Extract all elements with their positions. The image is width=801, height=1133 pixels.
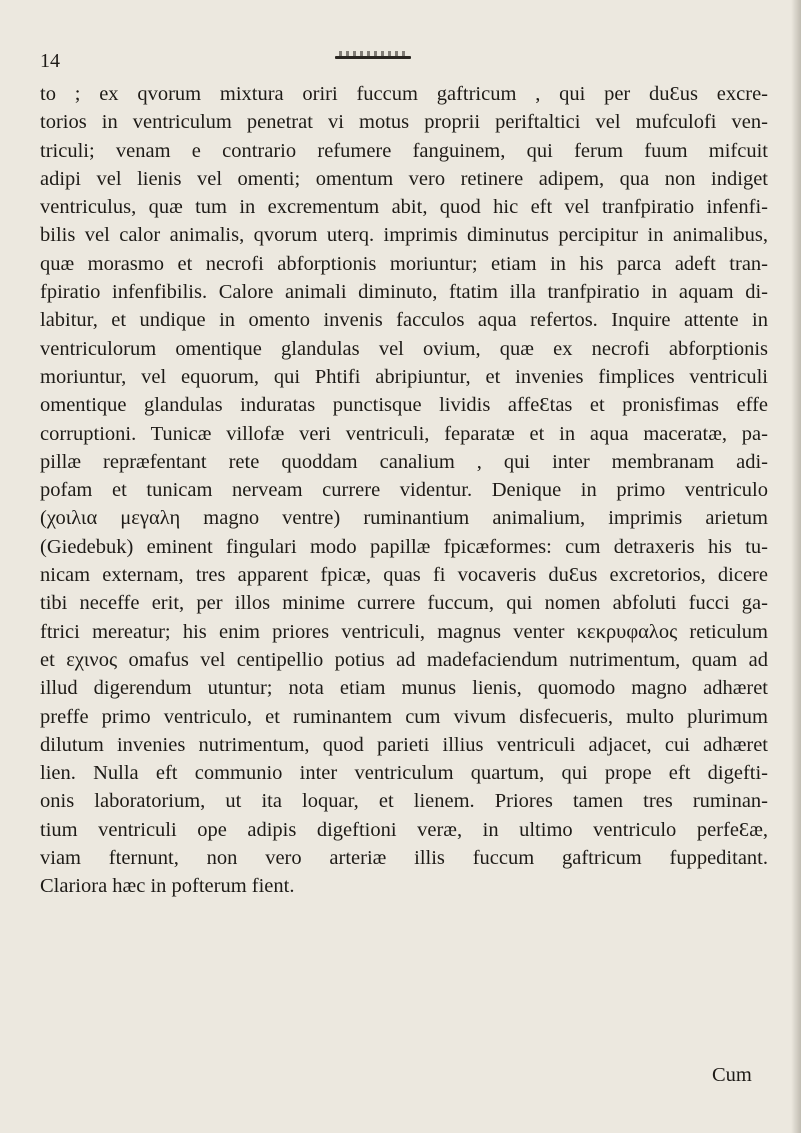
header-ornament-rule (335, 56, 411, 59)
text-line: nicam externam, tres apparent fpicæ, quas fi vocaveris duƐus excretorios, dicere (40, 564, 768, 587)
text-line: (Giedebuk) eminent fingulari modo papillæ fpicæformes: cum detraxeris his tu- (40, 535, 768, 558)
text-line: lien. Nulla eft communio inter ventriculum quartum, qui prope eft digefti- (40, 762, 768, 785)
text-line: bilis vel calor animalis, qvorum uterq. imprimis diminutus percipitur in animalibus, (40, 224, 768, 247)
text-line: preffe primo ventriculo, et ruminantem cum vivum disfecueris, multo plurimum (40, 705, 768, 728)
text-line: torios in ventriculum penetrat vi motus proprii periftaltici vel mufculofi ven- (40, 111, 768, 134)
text-line: adipi vel lienis vel omenti; omentum vero retinere adipem, qua non indiget (40, 167, 768, 190)
page-edge-shadow (791, 0, 801, 1133)
text-line: pofam et tunicam nerveam currere videntur. Denique in primo ventriculo (40, 479, 768, 502)
text-line: triculi; venam e contrario refumere fanguinem, qui ferum fuum mifcuit (40, 139, 768, 162)
text-line: corruptioni. Tunicæ villofæ veri ventriculi, feparatæ et in aqua maceratæ, pa- (40, 422, 768, 445)
text-line: ventriculus, quæ tum in excrementum abit, quod hic eft vel tranfpiratio infenfi- (40, 196, 768, 219)
text-line: ventriculorum omentique glandulas vel ovium, quæ ex necrofi abforptionis (40, 337, 768, 360)
text-line: onis laboratorium, ut ita loquar, et lienem. Priores tamen tres ruminan- (40, 790, 768, 813)
text-line: et εχινος omafus vel centipellio potius ad madefaciendum nutrimentum, quam ad (40, 648, 768, 671)
text-line: illud digerendum utuntur; nota etiam munus lienis, quomodo magno adhæret (40, 677, 768, 700)
text-line: quæ morasmo et necrofi abforptionis moriuntur; etiam in his parca adeft tran- (40, 252, 768, 275)
page-number: 14 (40, 50, 60, 72)
text-line: tium ventriculi ope adipis digeftioni veræ, in ultimo ventriculo perfeƐæ, (40, 818, 768, 841)
catchword: Cum (712, 1064, 752, 1086)
text-line: pillæ repræfentant rete quoddam canalium , qui inter membranam adi- (40, 450, 768, 473)
text-line: moriuntur, vel equorum, qui Phtifi abripiuntur, et invenies fimplices ventriculi (40, 365, 768, 388)
text-line: tibi neceffe erit, per illos minime currere fuccum, qui nomen abfoluti fucci ga- (40, 592, 768, 615)
text-line: ftrici mereatur; his enim priores ventriculi, magnus venter κεκρυφαλος reticulum (40, 620, 768, 643)
body-text (40, 80, 768, 901)
text-line: omentique glandulas induratas punctisque lividis affeƐtas et pronisfimas effe (40, 394, 768, 417)
text-line: dilutum invenies nutrimentum, quod parieti illius ventriculi adjacet, cui adhæret (40, 733, 768, 756)
text-line: (χοιλια μεγαλη magno ventre) ruminantium animalium, imprimis arietum (40, 507, 768, 530)
text-line: viam fternunt, non vero arteriæ illis fuccum gaftricum fuppeditant. (40, 847, 768, 870)
text-line: Clariora hæc in pofterum fient. (40, 875, 295, 898)
text-line: to ; ex qvorum mixtura oriri fuccum gaftricum , qui per duƐus excre- (40, 83, 768, 105)
text-line: labitur, et undique in omento invenis facculos aqua refertos. Inquire attente in (40, 309, 768, 332)
text-line: fpiratio infenfibilis. Calore animali diminuto, ftatim illa tranfpiratio in aquam di- (40, 281, 768, 304)
